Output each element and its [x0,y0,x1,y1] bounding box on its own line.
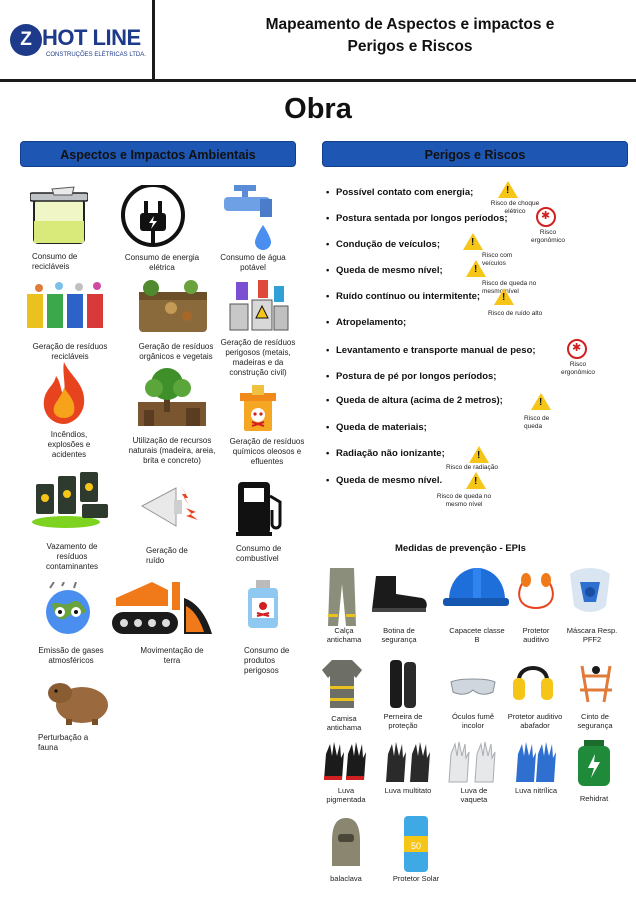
epi-label: Máscara Resp. PFF2 [566,626,618,644]
respirator-mask-icon [566,564,614,616]
sunscreen-icon [400,816,432,872]
risk-note: Risco de choque elétrico [490,200,540,215]
risk-item: • Possível contato com energia; [326,187,474,198]
glove-black-icon [322,740,368,784]
epi-label: Camisa antichama [326,714,362,732]
earmuff-icon [511,660,555,704]
risk-item: • Condução de veículos; [326,239,440,250]
aspect-label: Consumo de energia elétrica [124,253,200,272]
risk-note: Risco com veículos [482,252,513,267]
epi-label: Cinto de segurança [577,712,613,730]
aspect-label: Geração de resíduos perigosos (metais, madeiras e da construção civil) [220,338,296,377]
aspect-label: Geração de resíduos químicos oleosos e efluentes [229,437,305,466]
epi-label: Perneira de proteção [383,712,423,730]
risk-item: • Atropelamento; [326,317,407,328]
water-tap-icon [222,185,280,251]
helmet-icon [443,566,509,610]
electric-hazard-icon [498,181,518,198]
safety-boot-icon [366,574,432,614]
epi-label: Óculos fumê incolor [451,712,495,730]
logo-mark: Z [10,24,42,56]
company-logo [8,22,148,66]
fire-icon [40,362,88,424]
risk-note: Risco ergonômico [531,229,565,244]
epi-label: Protetor auditivo [522,626,550,644]
epi-label: Protetor Solar [392,874,440,883]
epi-label: Capacete classe B [449,626,505,644]
hydration-icon [576,740,612,786]
earplug-icon [514,572,558,612]
aspect-label: Geração de resíduos recicláveis [32,342,108,361]
risk-item: • Queda de mesmo nível; [326,265,443,276]
risk-item: • Radiação não ionizante; [326,448,445,459]
risk-item: • Queda de altura (acima de 2 metros); [326,395,503,406]
epi-label: Luva pigmentada [326,786,366,804]
tree-resources-icon [134,368,210,428]
risks-section-header: Perigos e Riscos [322,141,628,167]
header-divider [152,0,155,82]
aspect-label: Emissão de gases atmosféricos [38,646,104,665]
aspect-label: Geração de resíduos orgânicos e vegetais [138,342,214,361]
risk-item: • Postura sentada por longos períodos; [326,213,508,224]
fuel-pump-icon [236,476,290,538]
chemical-waste-icon [238,385,278,433]
organic-waste-icon [131,278,215,336]
toxic-barrels-icon [30,470,110,528]
balaclava-icon [330,818,362,868]
noise-hazard-icon [494,288,514,305]
hazard-bottle-icon [246,580,280,630]
power-plug-icon [118,185,188,247]
shirt-icon [322,660,362,708]
slip-hazard-icon [466,260,486,277]
radiation-hazard-icon [469,446,489,463]
capybara-icon [46,677,110,727]
vehicle-hazard-icon [463,233,483,250]
slip-hazard-icon [466,472,486,489]
page-header [0,0,636,82]
svg-text:50: 50 [410,841,422,851]
risk-item: • Ruído contínuo ou intermitente; [326,291,481,302]
noise-icon [140,480,200,532]
epi-label: Luva de vaqueta [460,786,488,804]
aspect-label: Movimentação de terra [140,646,204,665]
aspect-label: Incêndios, explosões e acidentes [47,430,91,459]
aspect-label: Geração de ruído [146,546,188,565]
polluted-earth-icon [42,582,96,638]
leg-guard-icon [386,660,420,710]
epi-label: balaclava [330,874,362,883]
epi-label: Rehidrat [579,794,609,803]
harness-icon [574,662,618,706]
risk-note: Risco de queda no mesmo nível [436,493,492,508]
epi-label: Protetor auditivo abafador [507,712,563,730]
glove-leather-icon [447,740,499,784]
ergonomic-hazard-icon [536,207,556,227]
risk-item: • Queda de materiais; [326,422,427,433]
ergonomic-hazard-icon [567,339,587,359]
aspect-label: Perturbação a fauna [38,733,89,752]
epi-section-title: Medidas de prevenção - EPIs [395,543,526,554]
risk-item: • Postura de pé por longos períodos; [326,371,497,382]
aspects-section-header: Aspectos e Impactos Ambientais [20,141,296,167]
fall-hazard-icon [531,393,551,410]
logo-name: HOT LINE [42,25,141,50]
hazardous-waste-icon [228,278,290,332]
epi-label: Calça antichama [326,626,362,644]
risk-note: Risco de queda [524,415,550,430]
risk-note: Risco ergonômico [561,361,595,376]
aspect-label: Utilização de recursos naturais (madeira, areia, brita e concreto) [128,436,216,465]
risk-note: Risco de radiação [446,464,499,471]
logo-subtitle: CONSTRUÇÕES ELÉTRICAS LTDA. [46,52,146,58]
recycling-bins-icon [25,280,111,330]
bulldozer-icon [112,578,218,640]
aspect-label: Consumo de combustível [236,544,282,563]
aspect-label: Vazamento de resíduos contaminantes [45,542,99,571]
risk-item: • Queda de mesmo nível. [326,475,443,486]
page-title: Obra [284,93,352,125]
risk-note: Risco de queda no mesmo nível [482,280,537,295]
recycling-bin-icon [30,185,88,247]
glove-multi-icon [384,740,432,784]
pants-icon [322,568,362,628]
epi-label: Luva nitrílica [514,786,558,795]
goggles-icon [449,676,497,698]
risk-item: • Levantamento e transporte manual de peso; [326,345,536,356]
epi-label: Luva multitato [384,786,432,795]
aspect-label: Consumo de água potável [220,253,286,272]
aspect-label: Consumo de produtos perigosos [244,646,290,675]
epi-label: Botina de segurança [381,626,417,644]
aspect-label: Consumo de recicláveis [32,252,78,271]
glove-nitrile-icon [514,740,558,784]
document-title: Mapeamento de Aspectos e impactos e Perigos e Riscos [265,16,555,55]
risk-note: Risco de ruído alto [488,310,543,317]
